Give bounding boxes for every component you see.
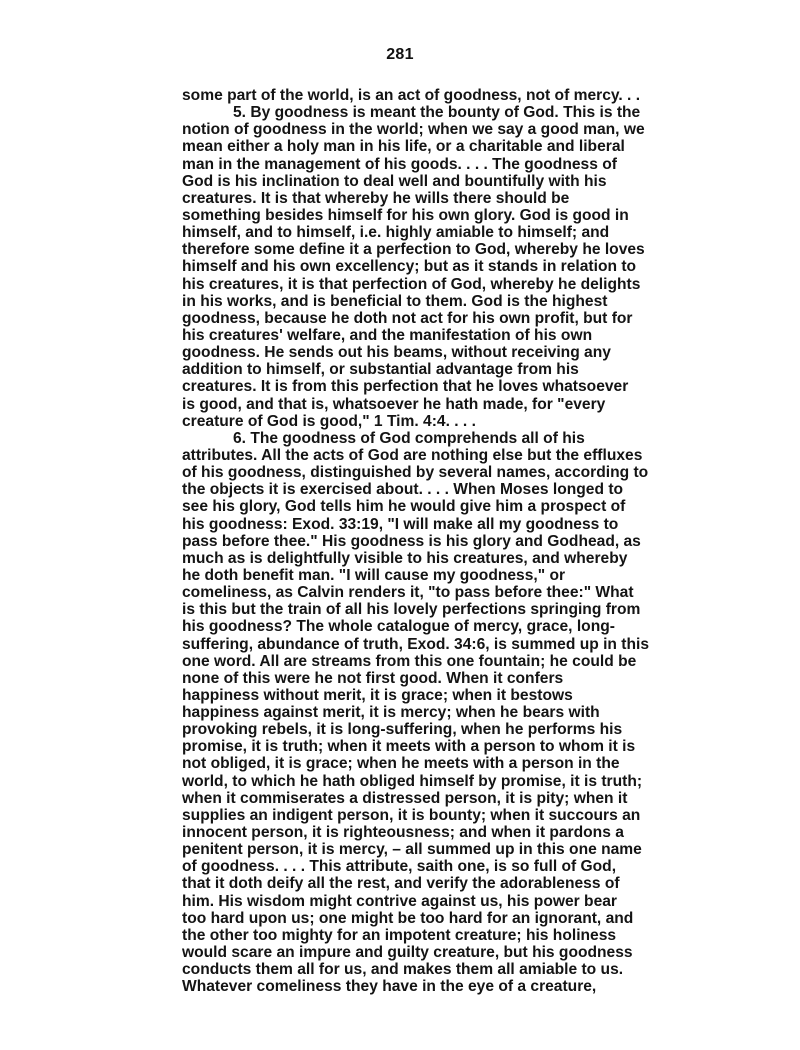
text-line: goodness, because he doth not act for his own profit, but for: [182, 309, 633, 327]
text-line: the other too mighty for an impotent creature; his holiness: [182, 926, 617, 944]
text-line: the objects it is exercised about. . . . When Moses longed to: [182, 481, 624, 499]
text-line: world, to which he hath obliged himself by promise, it is truth;: [182, 772, 643, 790]
text-line: provoking rebels, it is long-suffering, when he performs his: [182, 721, 623, 739]
paragraph-first-line: 5. By goodness is meant the bounty of God. This is the: [233, 104, 641, 122]
text-line: goodness. He sends out his beams, without receiving any: [182, 344, 611, 362]
text-line: is good, and that is, whatsoever he hath made, for "every: [182, 395, 606, 413]
text-line: addition to himself, or substantial advantage from his: [182, 361, 579, 379]
text-line: something besides himself for his own glory. God is good in: [182, 206, 629, 224]
text-line: attributes. All the acts of God are nothing else but the effluxes: [182, 446, 643, 464]
text-line: penitent person, it is mercy, – all summed up in this one name: [182, 841, 642, 859]
text-line: mean either a holy man in his life, or a charitable and liberal: [182, 138, 625, 156]
text-line: suffering, abundance of truth, Exod. 34:6, is summed up in this: [182, 635, 649, 653]
text-line: of his goodness, distinguished by several names, according to: [182, 464, 649, 482]
text-line: therefore some define it a perfection to God, whereby he loves: [182, 241, 645, 259]
text-line: Whatever comeliness they have in the eye of a creature,: [182, 978, 597, 996]
text-line: is this but the train of all his lovely perfections springing from: [182, 601, 641, 619]
text-line: God is his inclination to deal well and bountifully with his: [182, 172, 607, 190]
text-line: conducts them all for us, and makes them all amiable to us.: [182, 961, 624, 979]
text-line: pass before thee." His goodness is his glory and Godhead, as: [182, 532, 641, 550]
text-line: creatures. It is from this perfection that he loves whatsoever: [182, 378, 629, 396]
text-line: too hard upon us; one might be too hard for an ignorant, and: [182, 909, 634, 927]
text-line: that it doth deify all the rest, and verify the adorableness of: [182, 875, 620, 893]
text-line: promise, it is truth; when it meets with a person to whom it is: [182, 738, 636, 756]
paragraph-first-line: 6. The goodness of God comprehends all of his: [233, 429, 585, 447]
text-line: himself, and to himself, i.e. highly amiable to himself; and: [182, 224, 610, 242]
text-line: in his works, and is beneficial to them. God is the highest: [182, 292, 608, 310]
text-line: his creatures' welfare, and the manifestation of his own: [182, 326, 593, 344]
text-line: when it commiserates a distressed person, it is pity; when it: [182, 789, 628, 807]
text-line: not obliged, it is grace; when he meets with a person in the: [182, 755, 620, 773]
text-line: his creatures, it is that perfection of God, whereby he delights: [182, 275, 641, 293]
text-line: of goodness. . . . This attribute, saith one, is so full of God,: [182, 858, 617, 876]
text-line: one word. All are streams from this one fountain; he could be: [182, 652, 637, 670]
text-line: happiness without merit, it is grace; when it bestows: [182, 686, 573, 704]
text-line: some part of the world, is an act of goodness, not of mercy. . .: [182, 87, 641, 104]
text-line: innocent person, it is righteousness; and when it pardons a: [182, 824, 624, 842]
text-line: would scare an impure and guilty creature, but his goodness: [182, 944, 633, 962]
text-line: he doth benefit man. "I will cause my goodness," or: [182, 566, 566, 584]
text-line: much as is delightfully visible to his creatures, and whereby: [182, 549, 628, 567]
text-line: notion of goodness in the world; when we say a good man, we: [182, 121, 645, 139]
page-number: 281: [386, 46, 414, 63]
body-text: [182, 87, 712, 995]
text-line: his goodness? The whole catalogue of mercy, grace, long-: [182, 618, 615, 636]
text-line: see his glory, God tells him he would give him a prospect of: [182, 498, 626, 516]
text-line: none of this were he not first good. When it confers: [182, 669, 564, 687]
text-line: him. His wisdom might contrive against us, his power bear: [182, 892, 617, 910]
text-line: happiness against merit, it is mercy; when he bears with: [182, 704, 600, 722]
text-line: supplies an indigent person, it is bounty; when it succours an: [182, 806, 641, 824]
text-line: creature of God is good," 1 Tim. 4:4. . . .: [182, 412, 476, 430]
text-line: creatures. It is that whereby he wills there should be: [182, 189, 570, 207]
text-line: his goodness: Exod. 33:19, "I will make all my goodness to: [182, 515, 619, 533]
text-line: himself and his own excellency; but as it stands in relation to: [182, 258, 637, 276]
text-line: man in the management of his goods. . . . The goodness of: [182, 155, 617, 173]
text-line: comeliness, as Calvin renders it, "to pass before thee:" What: [182, 584, 634, 602]
